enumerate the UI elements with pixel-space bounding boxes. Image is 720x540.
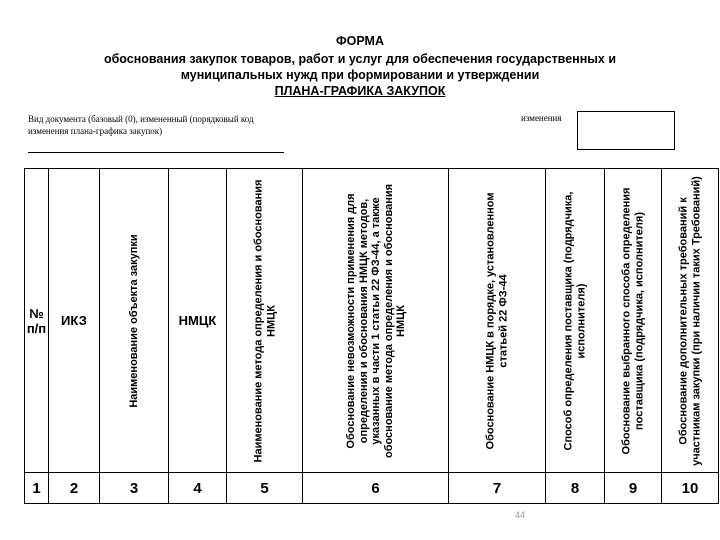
header-text-nmck: НМЦК (178, 313, 217, 328)
table-column-number-row (25, 473, 719, 504)
changes-box (577, 111, 675, 150)
header-text-ikz: ИКЗ (61, 313, 87, 328)
header-cell-additional-requirements (662, 169, 719, 473)
column-number-2: 2 (49, 473, 100, 504)
document-type-underline (28, 152, 284, 153)
page-number: 44 (515, 510, 526, 520)
header-cell-number (25, 169, 49, 473)
header-text-number: № п/п (26, 305, 47, 336)
header-cell-ikz (49, 169, 100, 473)
column-number-8: 8 (546, 473, 605, 504)
header-cell-method-justification (605, 169, 662, 473)
form-title: ФОРМА (335, 34, 384, 48)
column-number-6: 6 (303, 473, 449, 504)
header-text-additional-requirements: Обоснование дополнительных требований к участникам закупки (при наличии таких Требований) (677, 175, 702, 466)
column-number-9: 9 (605, 473, 662, 504)
header-cell-nmck (169, 169, 227, 473)
changes-label: изменения (521, 113, 562, 123)
table-header-row (25, 169, 719, 473)
justification-table (24, 168, 719, 504)
form-subtitle-line-3: ПЛАНА-ГРАФИКА ЗАКУПОК (274, 84, 446, 98)
header-text-method-justification: Обоснование выбранного способа определения поставщика (подрядчика, исполнителя) (620, 187, 645, 454)
header-text-object-name: Наименование объекта закупки (127, 233, 140, 408)
column-number-7: 7 (449, 473, 546, 504)
header-cell-object-name (100, 169, 169, 473)
column-number-5: 5 (227, 473, 303, 504)
header-text-supplier-method: Способ определения поставщика (подрядчика, исполнителя) (562, 191, 587, 450)
header-text-impossibility-justification: Обоснование невозможности применения для определения и обоснования НМЦК методов, указанных в части 1 статьи 22 ФЗ-44, а также обоснование метода определения и обоснования НМЦК (344, 183, 407, 458)
form-subtitle-line-1: обоснования закупок товаров, работ и услуг для обеспечения государственных и (103, 52, 617, 66)
header-cell-nmck-justification (449, 169, 546, 473)
document-type-label: Вид документа (базовый (0), измененный (порядковый код изменения плана-графика закупок) (28, 114, 254, 136)
column-number-4: 4 (169, 473, 227, 504)
header-cell-method-name (227, 169, 303, 473)
column-number-1: 1 (25, 473, 49, 504)
header-cell-impossibility-justification (303, 169, 449, 473)
form-subtitle-line-2: муниципальных нужд при формировании и утверждении (180, 68, 540, 82)
column-number-10: 10 (662, 473, 719, 504)
header-text-method-name: Наименование метода определения и обоснования НМЦК (252, 179, 277, 462)
header-text-nmck-justification: Обоснование НМЦК в порядке, установленном статьей 22 ФЗ-44 (484, 192, 509, 449)
column-number-3: 3 (100, 473, 169, 504)
header-cell-supplier-method (546, 169, 605, 473)
